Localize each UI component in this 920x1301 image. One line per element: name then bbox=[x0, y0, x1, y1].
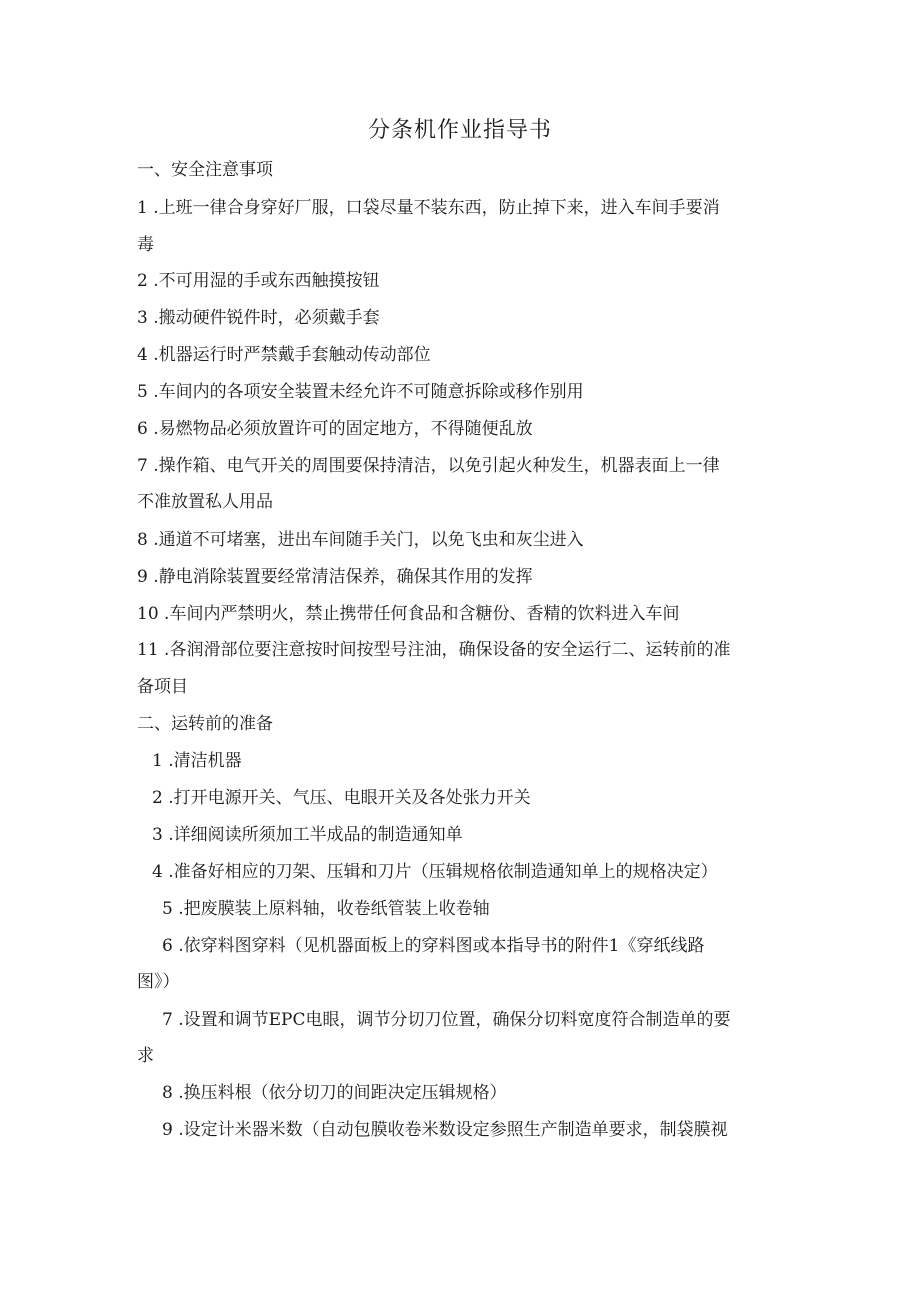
safety-item-11-cont: 备项目 bbox=[137, 677, 188, 697]
prep-item-3: 3 .详细阅读所须加工半成品的制造通知单 bbox=[152, 825, 463, 845]
prep-item-4: 4 .准备好相应的刀架、压辑和刀片（压辑规格依制造通知单上的规格决定） bbox=[152, 862, 718, 882]
safety-item-4: 4 .机器运行时严禁戴手套触动传动部位 bbox=[137, 345, 431, 365]
safety-item-11: 11 .各润滑部位要注意按时间按型号注油，确保设备的安全运行二、运转前的准 bbox=[137, 640, 731, 660]
prep-item-9: 9 .设定计米器米数（自动包膜收卷米数设定参照生产制造单要求，制袋膜视 bbox=[162, 1120, 728, 1140]
safety-item-5: 5 .车间内的各项安全装置未经允许不可随意拆除或移作别用 bbox=[137, 382, 584, 402]
prep-item-8: 8 .换压料根（依分切刀的间距决定压辑规格） bbox=[162, 1083, 507, 1103]
prep-item-7: 7 .设置和调节EPC电眼，调节分切刀位置，确保分切料宽度符合制造单的要 bbox=[162, 1010, 731, 1030]
section-heading-safety: 一、安全注意事项 bbox=[137, 160, 273, 180]
section-heading-preparation: 二、运转前的准备 bbox=[137, 714, 273, 734]
document-title: 分条机作业指导书 bbox=[367, 118, 552, 143]
safety-item-7-cont: 不准放置私人用品 bbox=[137, 492, 273, 512]
safety-item-7: 7 .操作箱、电气开关的周围要保持清洁，以免引起火种发生，机器表面上一律 bbox=[137, 456, 720, 476]
prep-item-1: 1 .清洁机器 bbox=[152, 751, 242, 771]
prep-item-6: 6 .依穿料图穿料（见机器面板上的穿料图或本指导书的附件1《穿纸线路 bbox=[162, 936, 705, 956]
safety-item-8: 8 .通道不可堵塞，进出车间随手关门，以免飞虫和灰尘进入 bbox=[137, 530, 584, 550]
safety-item-1: 1 .上班一律合身穿好厂服，口袋尽量不装东西，防止掉下来，进入车间手要消 bbox=[137, 198, 720, 218]
safety-item-10: 10 .车间内严禁明火，禁止携带任何食品和含糖份、香精的饮料进入车间 bbox=[137, 604, 680, 624]
safety-item-1-cont: 毒 bbox=[137, 235, 154, 255]
safety-item-6: 6 .易燃物品必须放置许可的固定地方，不得随便乱放 bbox=[137, 419, 533, 439]
prep-item-5: 5 .把废膜装上原料轴，收卷纸管装上收卷轴 bbox=[162, 899, 490, 919]
prep-item-7-cont: 求 bbox=[137, 1046, 154, 1066]
safety-item-3: 3 .搬动硬件锐件时，必须戴手套 bbox=[137, 308, 380, 328]
prep-item-2: 2 .打开电源开关、气压、电眼开关及各处张力开关 bbox=[152, 788, 531, 808]
prep-item-6-cont: 图》） bbox=[137, 972, 180, 992]
safety-item-2: 2 .不可用湿的手或东西触摸按钮 bbox=[137, 271, 380, 291]
safety-item-9: 9 .静电消除装置要经常清洁保养，确保其作用的发挥 bbox=[137, 567, 533, 587]
